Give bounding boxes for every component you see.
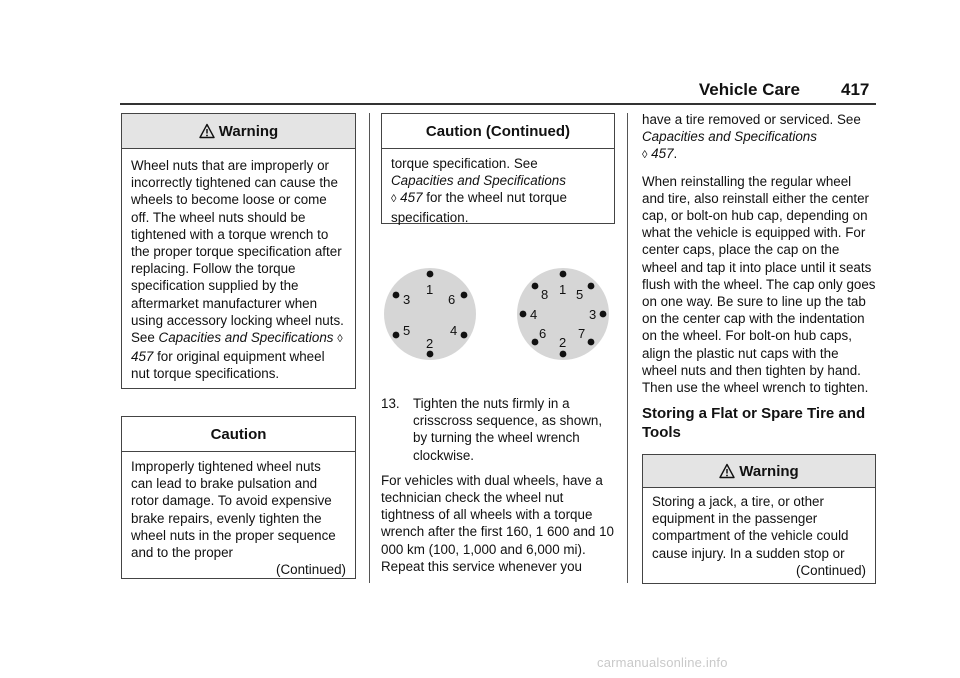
sequence-label: 1 [559, 282, 567, 297]
column-2-text [381, 395, 617, 583]
column-divider-1 [369, 113, 370, 583]
six-lug-wheel-diagram [384, 268, 476, 360]
lug-nut [588, 283, 595, 290]
warning-xref-page[interactable]: 457 [131, 349, 154, 365]
lug-nut [393, 292, 400, 299]
sequence-label: 6 [448, 292, 456, 307]
lug-nut [532, 339, 539, 346]
warning-2-body [643, 488, 875, 585]
sequence-label: 2 [559, 335, 567, 350]
warning-2-text: Storing a jack, a tire, or other equipment in the passenger compartment of the vehicle could cause injury. In a sudden stop or [652, 494, 849, 561]
warning-title: Warning [218, 122, 279, 140]
sequence-label: 5 [576, 287, 584, 302]
paragraph-1-xref-page[interactable]: 457 [651, 146, 674, 162]
sequence-label: 4 [450, 323, 458, 338]
paragraph-2: When reinstalling the regular wheel and tire, also reinstall either the center cap, or bolt-on hub cap, depending on what the vehicle is equipped with. For center caps, place the cap on the wheel and tap it into place until it seats flush with the wheel. The cap only goes on one way. Be sure to line up the tab on the center cap with the indentation on the wheel. For bolt-on hub caps, align the plastic nut caps with the wheel nuts and then tighten by hand. Then use the wheel wrench to tighten. [642, 173, 876, 396]
lug-nut [520, 311, 527, 318]
caution-title: Caution [210, 425, 267, 443]
paragraph-1-xref-title[interactable]: Capacities and Specifications [642, 129, 817, 145]
caution-continued-xref-title[interactable]: Capacities and Specifications [391, 173, 566, 189]
lug-nut [393, 332, 400, 339]
header-section-title: Vehicle Care [698, 80, 800, 99]
caution-body [122, 452, 355, 584]
lug-nut [461, 292, 468, 299]
sequence-label: 3 [403, 292, 411, 307]
sequence-label: 5 [403, 323, 411, 338]
warning-text-b: for original equipment wheel nut torque specifications. [131, 349, 325, 382]
lug-nut [461, 332, 468, 339]
section-heading: Storing a Flat or Spare Tire and Tools [642, 405, 866, 442]
step-13 [381, 395, 617, 464]
warning-icon [719, 463, 735, 479]
sequence-label: 7 [578, 326, 586, 341]
lug-nut [560, 271, 567, 278]
warning-2-continued: (Continued) [796, 562, 866, 578]
step-text: Tighten the nuts firmly in a crisscross sequence, as shown, by turning the wheel wrench clockwise. [413, 396, 603, 463]
caution-continued-body [382, 149, 614, 232]
eight-lug-wheel-diagram [517, 268, 609, 360]
paragraph-1-end: . [673, 146, 678, 162]
warning-box-header [122, 114, 355, 149]
warning-text-a: Wheel nuts that are improperly or incorrectly tightened can cause the wheels to become loose or come off. The wheel nuts should be tightened with a torque wrench to the proper torque specification after replacing. Follow the torque specification supplied by the aftermarket manufacturer when using accessory locking wheel nuts. See [131, 158, 344, 346]
column-divider-2 [627, 113, 628, 583]
step-number: 13. [381, 396, 400, 411]
warning-xref-title[interactable]: Capacities and Specifications [158, 330, 334, 346]
caution-continued-text-b: for the wheel nut torque specification. [391, 190, 567, 225]
caution-continued-xref-symbol: ◊ [391, 193, 397, 206]
caution-continued-header [382, 114, 614, 149]
sequence-label: 6 [539, 326, 547, 341]
sequence-label: 8 [541, 287, 549, 302]
warning-body [122, 149, 355, 389]
warning-xref-symbol: ◊ [337, 333, 343, 346]
warning-icon [199, 123, 215, 139]
warning-box [121, 113, 356, 389]
caution-box [121, 416, 356, 579]
caution-continued-box [381, 113, 615, 224]
caution-continued-xref-page[interactable]: 457 [400, 190, 423, 206]
wheel-nut-sequence-diagram [380, 262, 620, 367]
warning-box-2 [642, 454, 876, 584]
caution-continued: (Continued) [276, 562, 346, 578]
watermark: carmanualsonline.info [597, 655, 728, 670]
sequence-label: 1 [426, 282, 434, 297]
paragraph-1-xref-symbol: ◊ [642, 149, 648, 162]
dual-wheels-paragraph: For vehicles with dual wheels, have a technician check the wheel nut tightness of all wheels with a torque wrench after the first 160, 1 600 and 10 000 km (100, 1,000 and 6,000 mi). Repeat this service whenever you [381, 472, 614, 574]
paragraph-1-text: have a tire removed or serviced. See [642, 112, 861, 127]
column-3-text [642, 111, 876, 442]
lug-nut [600, 311, 607, 318]
caution-continued-title: Caution (Continued) [425, 122, 571, 140]
caution-text: Improperly tightened wheel nuts can lead to brake pulsation and rotor damage. To avoid expensive brake repairs, evenly tighten the wheel nuts in the proper sequence and to the proper [131, 459, 336, 561]
caution-continued-text-a: torque specification. See [391, 156, 538, 171]
lug-nut [588, 339, 595, 346]
page-number: 417 [841, 80, 870, 99]
lug-nut [532, 283, 539, 290]
paragraph-1 [642, 111, 876, 165]
sequence-label: 2 [426, 336, 434, 351]
warning-box-2-header [643, 455, 875, 488]
caution-box-header [122, 417, 355, 452]
sequence-label: 4 [530, 307, 538, 322]
header-rule [120, 103, 876, 105]
warning-2-title: Warning [739, 462, 799, 480]
lug-nut [427, 271, 434, 278]
sequence-label: 3 [589, 307, 597, 322]
lug-nut [427, 351, 434, 358]
lug-nut [560, 351, 567, 358]
